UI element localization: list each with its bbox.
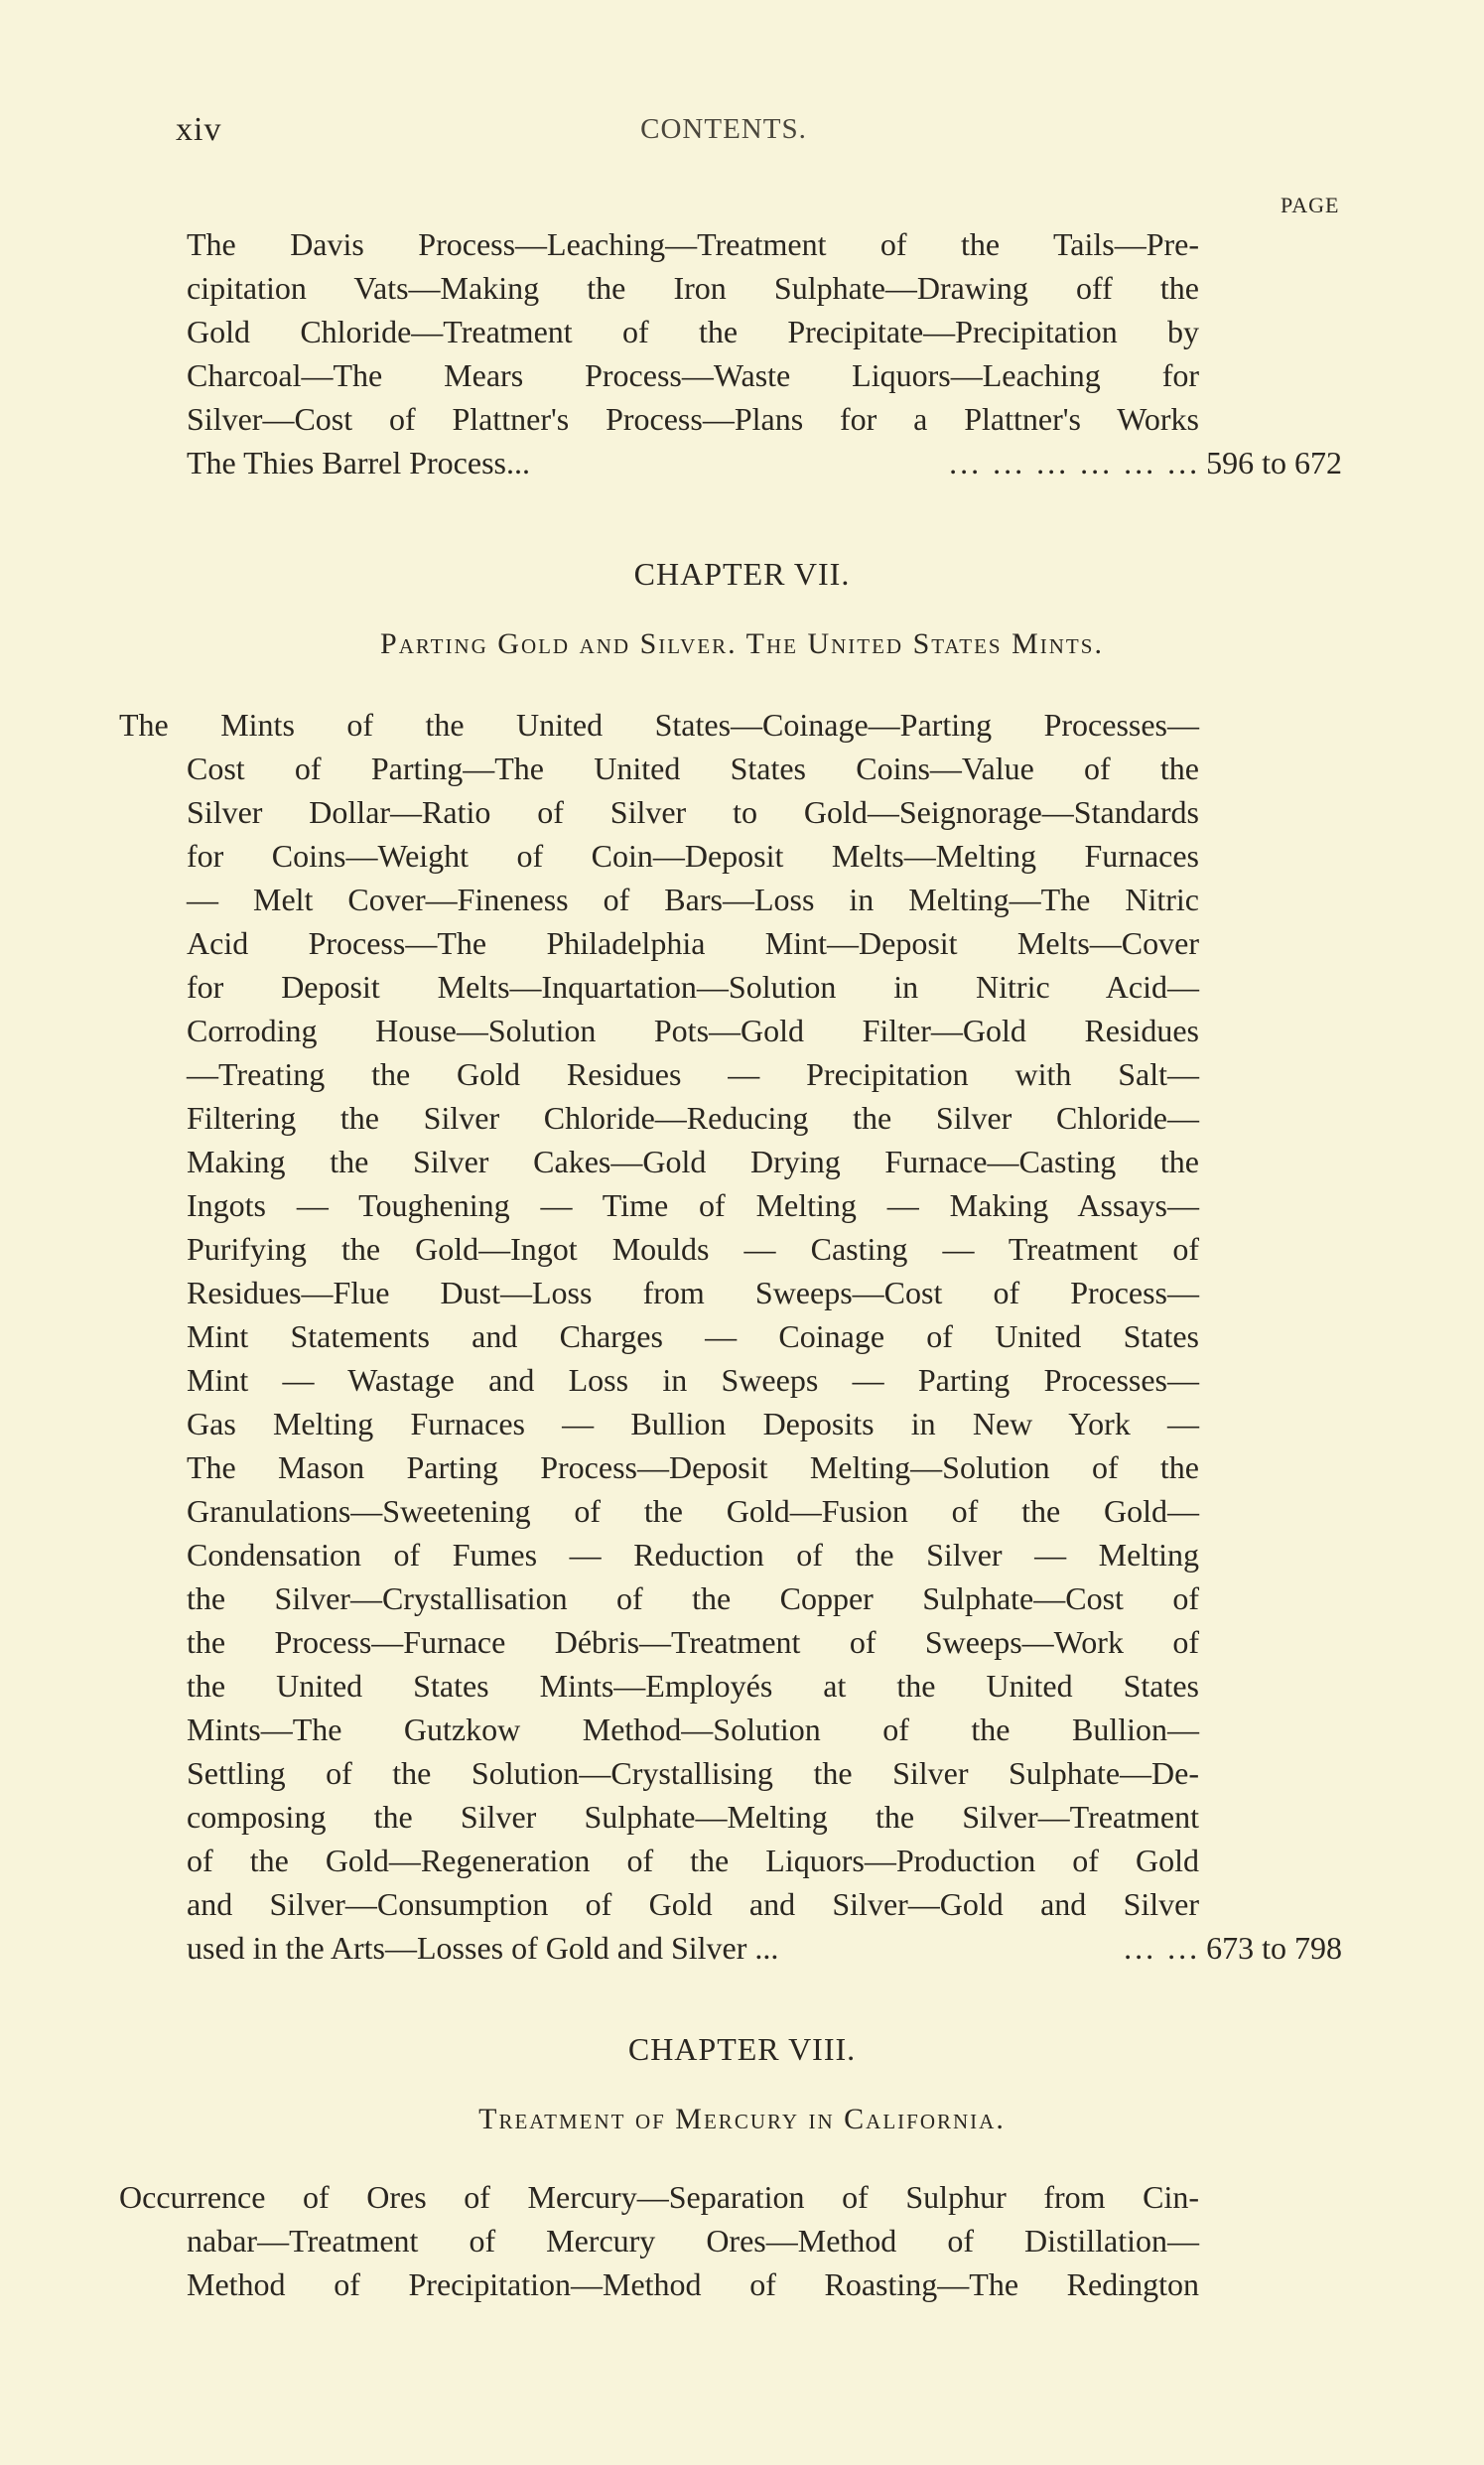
entry-line [119,1620,1199,1664]
entry-line [119,1183,1199,1227]
entry-line-text: The Mints of the United States—Coinage—Parting Processes— [119,707,1199,743]
entry-line [119,1358,1199,1402]
entry-line [119,1271,1199,1314]
page-range: 596 to 672 [1206,445,1342,480]
entry-line [119,834,1199,878]
entry-line-text: —Treating the Gold Residues — Precipitation with Salt— [187,1056,1199,1092]
entry-line-text: Making the Silver Cakes—Gold Drying Furnace—Casting the [187,1144,1199,1179]
entry-line-text: nabar—Treatment of Mercury Ores—Method of Distillation— [187,2223,1199,2259]
entry-line [119,2262,1199,2306]
entry-line-text: The Mason Parting Process—Deposit Melting—Solution of the [187,1449,1199,1485]
entry-line-text: Granulations—Sweetening of the Gold—Fusion of the Gold— [187,1493,1199,1529]
entry-line [119,1314,1199,1358]
entry-line-text: Settling of the Solution—Crystallising the Silver Sulphate—De- [187,1755,1199,1791]
entry-line-text: and Silver—Consumption of Gold and Silver—Gold and Silver [187,1886,1199,1922]
entry-line-text: Gas Melting Furnaces — Bullion Deposits in New York — [187,1406,1199,1441]
entry-line [119,747,1199,790]
entry-line [119,1489,1199,1533]
entry-line [119,1096,1199,1140]
entry-line-text: Charcoal—The Mears Process—Waste Liquors—Leaching for [187,357,1199,393]
chapter-7-entry [119,703,1342,1970]
entry-line [119,1445,1199,1489]
entry-line-text: Mint Statements and Charges — Coinage of United States [187,1318,1199,1354]
entry-last-line [119,1926,1342,1970]
entry-line-text: for Deposit Melts—Inquartation—Solution in Nitric Acid— [187,969,1199,1005]
entry-line [119,1533,1199,1576]
entry-line-text: The Davis Process—Leaching—Treatment of the Tails—Pre- [187,226,1199,262]
entry-line [119,1402,1199,1445]
entry-line-text: Residues—Flue Dust—Loss from Sweeps—Cost of Process— [187,1275,1199,1310]
entry-line-text: Silver Dollar—Ratio of Silver to Gold—Seignorage—Standards [187,794,1199,830]
entry-line-text: Condensation of Fumes — Reduction of the Silver — Melting [187,1537,1199,1573]
entry-line [119,1751,1199,1795]
entry-line-text: for Coins—Weight of Coin—Deposit Melts—Melting Furnaces [187,838,1199,874]
entry-line-text: Corroding House—Solution Pots—Gold Filter—Gold Residues [187,1013,1199,1048]
dot-leaders: ... ... [1124,1930,1201,1966]
entry-line [119,1795,1199,1839]
entry-line [119,222,1199,266]
entry-line [119,310,1199,353]
entry-line-text: Mint — Wastage and Loss in Sweeps — Parting Processes— [187,1362,1199,1398]
entry-line [119,1576,1199,1620]
entry-line-text: cipitation Vats—Making the Iron Sulphate—Drawing off the [187,270,1199,306]
entry-line [119,1140,1199,1183]
page-range: 673 to 798 [1206,1930,1342,1966]
entry-line-text: The Thies Barrel Process... [187,445,530,480]
entry-line-text: — Melt Cover—Fineness of Bars—Loss in Melting—The Nitric [187,882,1199,917]
entry-line-text: Filtering the Silver Chloride—Reducing the Silver Chloride— [187,1100,1199,1136]
entry-line [119,1052,1199,1096]
entry-line-text: the Silver—Crystallisation of the Copper Sulphate—Cost of [187,1580,1199,1616]
entry-line [119,2175,1199,2219]
entry-line-text: composing the Silver Sulphate—Melting the Silver—Treatment [187,1799,1199,1835]
entry-line [119,1664,1199,1708]
entry-line [119,1839,1199,1882]
entry-line-text: used in the Arts—Losses of Gold and Silver ... [187,1930,779,1966]
entry-last-line [119,441,1342,484]
entry-line-text: Silver—Cost of Plattner's Process—Plans for a Plattner's Works [187,401,1199,437]
chapter-8-entry [119,2175,1342,2306]
entry-line [119,878,1199,921]
entry-line [119,703,1199,747]
entry-line-text: Gold Chloride—Treatment of the Precipitate—Precipitation by [187,314,1199,349]
entry-line-text: Ingots — Toughening — Time of Melting — Making Assays— [187,1187,1199,1223]
entry-line-text: Purifying the Gold—Ingot Moulds — Casting — Treatment of [187,1231,1199,1267]
entry-line-text: of the Gold—Regeneration of the Liquors—Production of Gold [187,1843,1199,1878]
entry-line [119,790,1199,834]
entry-line [119,353,1199,397]
page-column-label: PAGE [1281,193,1340,217]
running-title: CONTENTS. [640,113,807,145]
entry-line [119,397,1199,441]
chapter-8-heading: CHAPTER VIII. [627,2031,857,2067]
continued-section-entry [119,222,1342,484]
chapter-7-subtitle: Parting Gold and Silver. The United States Mints. [380,627,1104,660]
chapter-7-heading: CHAPTER VII. [633,556,851,592]
chapter-8-subtitle: Treatment of Mercury in California. [478,2103,1006,2135]
entry-line [119,1227,1199,1271]
entry-line [119,266,1199,310]
page-folio: xiv [176,111,222,148]
entry-line [119,921,1199,965]
entry-line-text: the United States Mints—Employés at the United States [187,1668,1199,1704]
entry-line-text: Mints—The Gutzkow Method—Solution of the Bullion— [187,1712,1199,1747]
entry-line [119,2219,1199,2262]
entry-line [119,965,1199,1009]
entry-line [119,1882,1199,1926]
entry-line-text: Acid Process—The Philadelphia Mint—Deposit Melts—Cover [187,925,1199,961]
entry-line-text: Occurrence of Ores of Mercury—Separation of Sulphur from Cin- [119,2179,1199,2215]
entry-line [119,1009,1199,1052]
entry-line-text: the Process—Furnace Débris—Treatment of Sweeps—Work of [187,1624,1199,1660]
entry-line [119,1708,1199,1751]
dot-leaders: ... ... ... ... ... ... [949,445,1201,480]
entry-line-text: Cost of Parting—The United States Coins—Value of the [187,751,1199,786]
entry-line-text: Method of Precipitation—Method of Roasting—The Redington [187,2266,1199,2302]
